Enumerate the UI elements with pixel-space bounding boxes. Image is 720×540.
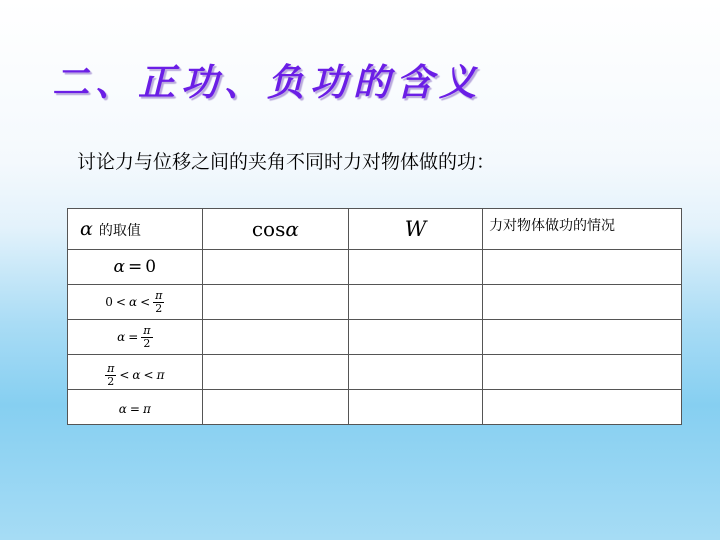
header-work: W xyxy=(349,209,483,250)
cond-op: = xyxy=(128,330,139,344)
cos-cell xyxy=(202,250,349,285)
angle-cell xyxy=(68,390,203,425)
header-angle-value xyxy=(68,209,203,250)
cos-cell xyxy=(202,390,349,425)
situation-cell xyxy=(483,320,682,355)
header-angle-text: 的取值 xyxy=(98,223,141,239)
header-work-situation: 力对物体做功的情况 xyxy=(483,209,682,250)
cond-var: α xyxy=(118,401,127,416)
cos-cell xyxy=(202,355,349,390)
condition-alpha-eq-half-pi xyxy=(117,325,152,350)
cond-op: < xyxy=(119,368,130,382)
work-cell xyxy=(349,390,483,425)
work-cell xyxy=(349,320,483,355)
situation-cell xyxy=(483,390,682,425)
fraction-pi-over-2 xyxy=(105,363,116,388)
situation-cell xyxy=(483,250,682,285)
cond-op: < xyxy=(115,295,126,309)
cond-var: α xyxy=(117,330,126,344)
frac-num: π xyxy=(143,323,151,337)
header-cos-fn: cos xyxy=(251,217,286,241)
cond-upper: π xyxy=(156,368,165,382)
intro-text: 讨论力与位移之间的夹角不同时力对物体做的功： xyxy=(77,151,496,173)
situation-cell xyxy=(483,285,682,320)
angle-cell xyxy=(68,320,203,355)
table-header-row xyxy=(68,209,682,250)
work-cell xyxy=(349,285,483,320)
frac-den: 2 xyxy=(143,336,151,350)
table-row xyxy=(68,285,682,320)
header-cos-alpha xyxy=(202,209,349,250)
situation-cell xyxy=(483,355,682,390)
cond-value: π xyxy=(142,401,151,416)
cond-var: α xyxy=(128,295,138,309)
table-row xyxy=(68,250,682,285)
angle-cell xyxy=(68,355,203,390)
condition-alpha-eq-zero xyxy=(114,257,157,277)
cond-op: = xyxy=(128,257,143,277)
frac-num: π xyxy=(155,288,163,302)
header-alpha-symbol: α xyxy=(80,218,93,240)
condition-alpha-eq-pi xyxy=(119,402,151,416)
cond-value: 0 xyxy=(145,257,157,277)
cond-lower: 0 xyxy=(105,295,113,309)
frac-den: 2 xyxy=(155,301,163,315)
condition-zero-lt-alpha-lt-half-pi xyxy=(105,290,164,315)
work-cell xyxy=(349,250,483,285)
cond-var: α xyxy=(132,368,141,382)
frac-num: π xyxy=(107,361,115,375)
work-cell xyxy=(349,355,483,390)
angle-cell xyxy=(68,285,203,320)
condition-half-pi-lt-alpha-lt-pi xyxy=(105,363,164,388)
cond-op: < xyxy=(143,368,154,382)
angle-cell xyxy=(68,250,203,285)
cond-op: = xyxy=(129,401,140,416)
cond-op: < xyxy=(140,295,151,309)
header-cos-var: α xyxy=(285,217,299,241)
cos-cell xyxy=(202,320,349,355)
cos-cell xyxy=(202,285,349,320)
fraction-pi-over-2 xyxy=(141,325,152,350)
frac-den: 2 xyxy=(107,374,115,388)
cond-var: α xyxy=(113,257,125,277)
table-row xyxy=(68,320,682,355)
fraction-pi-over-2 xyxy=(153,290,164,315)
work-angle-table xyxy=(67,208,682,425)
slide-title: 二、正功、负功的含义 xyxy=(52,60,482,104)
table-row xyxy=(68,390,682,425)
table-row xyxy=(68,355,682,390)
